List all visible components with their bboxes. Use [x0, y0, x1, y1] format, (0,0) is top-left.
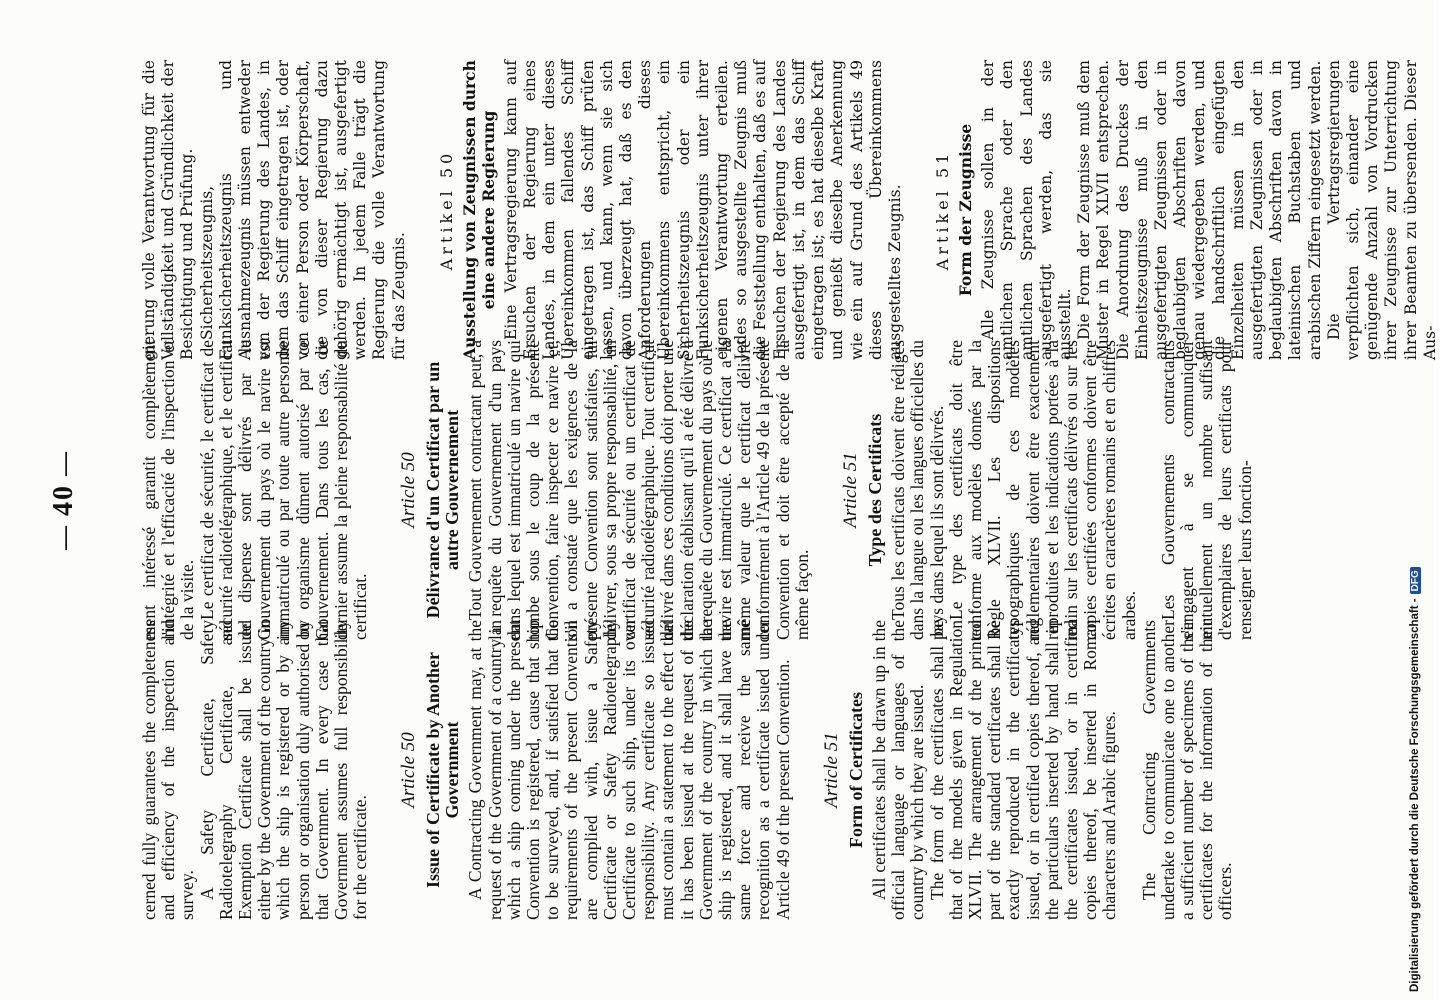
english-article-51-para-2: The form of the certificates shall be that of the models given in Regulation XLVII. The arrangement of the printed part of the standard certificates shall be exactly reproduced in the certificates issued, or in certified copies thereof, and the particulars inserted by hand shall in the certificates issued, or in certified copies thereof, be inserted in Roman characters and Arabic figures.: [926, 620, 1120, 920]
page-dash-right: —: [52, 450, 78, 476]
french-article-51-title: Article 51: [840, 452, 862, 528]
page-header: [48, 0, 80, 1000]
english-article-50-text: A Contracting Government may, at the request of the Government of a country in which a ship coming under the present Convention is registered, cause that ship to be surveyed, and, if satisfied that the requirements of the present Convention are complied with, issue a Safety Certificate or Safety Radiotelegraphy Certificate to such ship, under its own responsibility. Any certificate so issued must contain a statement to the effect that it has been issued at the request of the Government of the country in which the ship is registered, and it shall have the same force and receive the same recognition as a certificate issued under Article 49 of the present Convention.: [465, 620, 793, 920]
french-article-51-heading: Type des Certificats: [865, 413, 886, 567]
german-article-50-title: Artikel 50: [436, 149, 456, 271]
english-article-50-heading: Issue of Certificate by Another Government: [423, 652, 463, 888]
german-article-50-heading: Ausstellung von Zeugnissen durch eine andere Regierung: [459, 60, 498, 360]
page-dash-left: —: [52, 524, 78, 550]
french-paragraph: Le certificat de sécurité, le certificat de sécurité radiotélégraphique, et le certificat de dispense sont délivrés par le Gouvernement du pays où le navire est immatriculé ou par toute autre personne ou organisme dûment autorisé par ce Gouvernement. Dans tous les cas, ce dernier assume la pleine responsabilité du certificat.: [196, 340, 371, 640]
german-article-51-para-2: Die Form der Zeugnisse muß dem Muster in Regel XLVII entsprechen. Die Anordnung des Druckes der Einheitszeugnisse muß in den ausgefertigten Zeugnissen oder in beglaubigten Abschriften davon genau wiedergegeben werden, und die handschriftlich eingefügten Einzelheiten müssen in den ausgefertigten Zeugnissen oder in beglaubigten Abschriften davon in lateinischen Buchstaben und arabischen Ziffern eingesetzt werden.: [1075, 60, 1324, 360]
english-article-51-para-1: All certificates shall be drawn up in the official language or languages of the country by which they are issued.: [868, 620, 928, 920]
english-continuation: cerned fully guarantees the completeness and efficiency of the inspection and survey.: [139, 620, 198, 920]
english-column: [140, 620, 1340, 920]
french-continuation: ment intéressé garantit complètement l'intégrité et l'efficacité de l'inspection et de la visite.: [139, 340, 198, 640]
french-column: [140, 340, 1340, 640]
french-article-50-heading: Délivrance d'un Certificat par un autre Gouvernement: [423, 361, 463, 619]
english-paragraph: A Safety Certificate, Safety Radiotelegraphy Certificate, and Exemption Certificate shall be issued either by the Government of the country in which the ship is registered or by any person or organisation duly authorised by that Government. In every case that Government assumes full responsibility for the certificate.: [196, 620, 371, 920]
french-article-50-title: Article 50: [398, 452, 420, 528]
page-number: 40: [48, 484, 79, 516]
german-article-51-para-1: Alle Zeugnisse sollen in der amtlichen Sprache oder den amtlichen Sprachen des Landes ausgefertigt werden, das sie ausstellt.: [979, 60, 1074, 360]
french-article-51-para-3: Les Gouvernements contractants s'engagent à se communiquer mutuellement un nombre suffisant d'exemplaires de leurs certificats pour renseigner leurs fonction-: [1157, 340, 1255, 640]
german-article-51-para-3: Die Vertragsregierungen verpflichten sich, einander eine genügende Anzahl von Vordrucken ihrer Zeugnisse zur Unterrichtung ihrer Beamten zu übersenden. Dieser Aus-: [1324, 60, 1439, 360]
german-article-51-title: Artikel 51: [933, 149, 953, 271]
german-article-50-text: Eine Vertragsregierung kann auf Ersuchen der Regierung eines Landes, in dem ein unter dieses Übereinkommen fallendes Schiff eingetragen ist, das Schiff prüfen lassen, und kann, wenn sie sich davon überzeugt hat, daß es den Anforderungen dieses Übereinkommens entspricht, ein Sicherheitszeugnis oder ein Funksicherheitszeugnis unter ihrer eigenen Verantwortung erteilen. Jedes so ausgestellte Zeugnis muß die Feststellung enthalten, daß es auf Ersuchen der Regierung des Landes ausgefertigt ist, in dem das Schiff eingetragen ist; es hat dieselbe Kraft und genießt dieselbe Anerkennung wie ein auf Grund des Artikels 49 dieses Übereinkommens ausgestelltes Zeugnis.: [501, 60, 904, 360]
german-article-51-heading: Form der Zeugnisse: [956, 123, 976, 297]
english-article-51-para-3: The Contracting Governments undertake to communicate one to another a sufficient number of specimens of their certificates for the information of their officers.: [1138, 620, 1236, 920]
french-article-51-para-2: Le type des certificats doit être conforme aux modèles donnés par la Règle XLVII. Les dispositions typographiques de ces modèles réglementaires doivent être exactement reproduites et les indications portées à la main sur les certificats délivrés ou sur les copies certifiées conformes doivent être écrites en caractères romains et en chiffres arabes.: [945, 340, 1139, 640]
dfg-logo: DFG: [1410, 567, 1421, 594]
french-article-50-text: Tout Gouvernement contractant peut, à la requête du Gouvernement d'un pays dans lequel est immatriculé un navire qui tombe sous le coup de la présente Convention, faire inspecter ce navire et, s'il a constaté que les exigences de la présente Convention sont satisfaites, lui délivrer, sous sa propre responsabilité, un certificat de sécurité ou un certificat de sécurité radiotélégraphique. Tout certificat délivré dans ces conditions doit porter une déclaration établissant qu'il a été délivré à la requête du Gouvernement du pays où le navire est immatriculé. Ce certificat a la même valeur que le certificat délivré conformément à l'Article 49 de la présente Convention et doit être accepté de la même façon.: [465, 340, 812, 640]
german-continuation: gierung volle Verantwortung für die Vollständigkeit und Gründlichkeit der Besichtigung und Prüfung.: [140, 60, 197, 360]
german-column: [140, 60, 1439, 360]
digitization-footer: [1404, 6, 1426, 992]
french-article-51-para-1: Tous les certificats doivent être rédigés dans la langue ou les langues officielles du pays dans lequel ils sont délivrés.: [888, 340, 947, 640]
english-article-51-heading: Form of Certificates: [845, 692, 866, 848]
english-article-51-title: Article 51: [820, 732, 842, 808]
german-paragraph: Sicherheitszeugnis, Funksicherheitszeugnis und Ausnahmezeugnis müssen entweder von der Regierung des Landes, in dem das Schiff eingetragen ist, oder von einer Person oder Körperschaft, die von dieser Regierung dazu gehörig ermächtigt ist, ausgefertigt werden. In jedem Falle trägt die Regierung die volle Verantwortung für das Zeugnis.: [197, 60, 408, 360]
english-article-50-title: Article 50: [398, 732, 420, 808]
footer-text: Digitalisierung gefördert durch die Deutsche Forschungsgemeinschaft -: [1409, 598, 1421, 992]
